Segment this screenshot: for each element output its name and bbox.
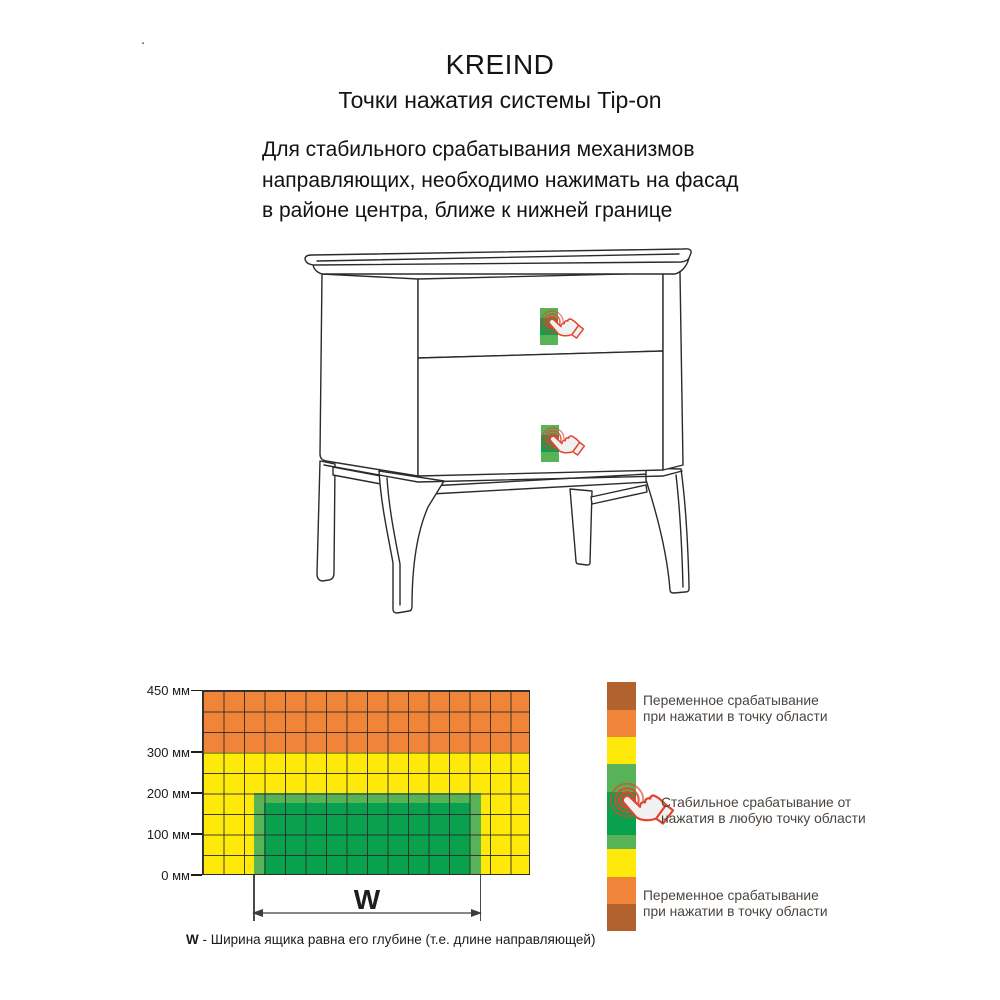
stray-dot: . bbox=[141, 31, 146, 48]
nightstand-drawing bbox=[295, 243, 705, 633]
tick-450mm: 450 мм bbox=[146, 683, 190, 698]
legend-item-variable-top bbox=[643, 693, 828, 725]
legend-line: Переменное срабатывание bbox=[643, 888, 819, 903]
legend-seg-orange-top bbox=[607, 710, 636, 737]
legend-item-variable-bottom bbox=[643, 888, 828, 920]
tick-300mm-dash bbox=[191, 751, 202, 753]
tick-100mm-dash bbox=[191, 833, 202, 835]
legend-item-stable bbox=[661, 795, 866, 827]
legend-seg-brown-bottom bbox=[607, 904, 636, 931]
back-left-leg bbox=[317, 461, 335, 581]
footnote-text: - Ширина ящика равна его глубине (т.е. длине направляющей) bbox=[198, 932, 596, 947]
legend-line: при нажатии в точку области bbox=[643, 708, 828, 724]
page-subtitle: Точки нажатия системы Tip-on bbox=[338, 87, 662, 113]
footnote-symbol: W bbox=[186, 932, 199, 947]
tick-100mm: 100 мм bbox=[146, 826, 190, 842]
intro-line-1: Для стабильного срабатывания механизмов bbox=[262, 138, 695, 161]
legend-seg-orange-bottom bbox=[607, 877, 636, 904]
left-rail bbox=[333, 467, 381, 484]
legend-line: Переменное срабатывание bbox=[643, 693, 819, 708]
right-rail bbox=[591, 485, 647, 504]
tick-200mm-dash bbox=[191, 792, 202, 794]
legend-seg-yellow-top bbox=[607, 737, 636, 764]
back-right-leg bbox=[570, 489, 592, 565]
grid-lines bbox=[202, 690, 530, 875]
right-stile bbox=[663, 272, 683, 470]
legend-line: нажатия в любую точку области bbox=[661, 810, 866, 826]
press-zone-grid bbox=[202, 690, 530, 875]
brand-title: KREIND bbox=[445, 49, 555, 80]
legend-line: Стабильное срабатывание от bbox=[661, 795, 852, 810]
tick-450mm-dash bbox=[191, 690, 202, 692]
footnote bbox=[186, 932, 595, 947]
arrowhead-left bbox=[252, 909, 263, 917]
legend-seg-brown-top bbox=[607, 682, 636, 710]
drawer-front-lower bbox=[418, 351, 663, 476]
arrowhead-right bbox=[471, 909, 482, 917]
tick-200mm: 200 мм bbox=[146, 785, 190, 801]
legend-seg-yellow-bottom bbox=[607, 849, 636, 877]
intro-line-2: направляющих, необходимо нажимать на фасад bbox=[262, 168, 739, 192]
w-dimension-arrow bbox=[250, 905, 484, 921]
tick-0mm-dash bbox=[191, 874, 202, 876]
side-panel bbox=[320, 274, 418, 476]
intro-line-3: в районе центра, ближе к нижней границе bbox=[262, 199, 673, 222]
width-symbol: W bbox=[353, 884, 381, 915]
tick-0mm: 0 мм bbox=[161, 867, 190, 883]
intro-paragraph bbox=[262, 135, 739, 227]
legend-line: при нажатии в точку области bbox=[643, 903, 828, 919]
tick-300mm: 300 мм bbox=[146, 744, 190, 760]
